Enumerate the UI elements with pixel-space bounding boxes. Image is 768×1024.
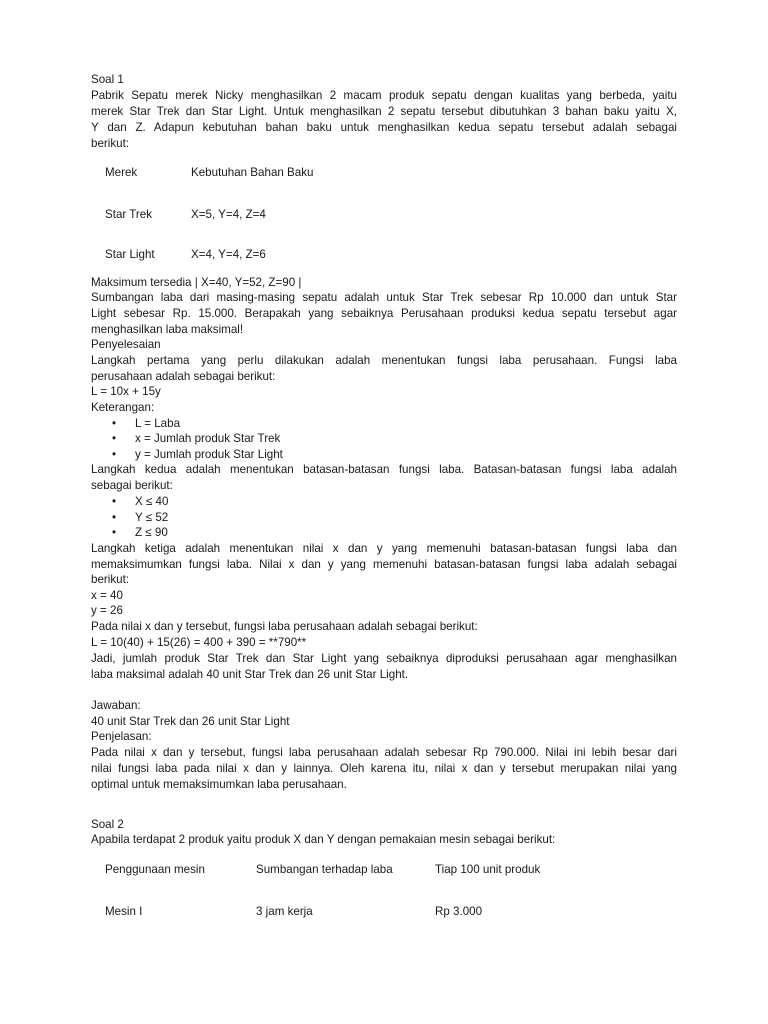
list-item: L = Laba: [135, 417, 181, 430]
soal1-intro-line: berikut:: [91, 137, 130, 150]
bullet-icon: •: [112, 448, 117, 461]
soal1-intro-line: Y dan Z. Adapun kebutuhan bahan baku untuk menghasilkan kedua sepatu tersebut adalah sebagai: [91, 121, 677, 134]
soal1-heading: Soal 1: [91, 73, 124, 86]
langkah2-line: sebagai berikut:: [91, 479, 173, 492]
langkah1-line: Langkah pertama yang perlu dilakukan adalah menentukan fungsi laba perusahaan. Fungsi laba: [91, 354, 677, 367]
sumbangan-line: Sumbangan laba dari masing-masing sepatu adalah untuk Star Trek sebesar Rp 10.000 dan untuk Star: [91, 291, 677, 304]
langkah3-line: Langkah ketiga adalah menentukan nilai x dan y yang memenuhi batasan-batasan fungsi laba dan: [91, 542, 677, 555]
penjelasan-line: optimal untuk memaksimumkan laba perusahaan.: [91, 778, 347, 791]
list-item: Z ≤ 90: [135, 526, 168, 539]
bullet-icon: •: [112, 511, 117, 524]
langkah1-line: perusahaan adalah sebagai berikut:: [91, 370, 276, 383]
table-cell: Mesin I: [105, 905, 143, 918]
keterangan-label: Keterangan:: [91, 401, 155, 414]
penjelasan-line: nilai fungsi laba pada nilai x dan y lainnya. Oleh karena itu, nilai x dan y tersebut merupakan nilai yang: [91, 762, 677, 775]
penjelasan-label: Penjelasan:: [91, 730, 152, 743]
soal1-intro-line: Pabrik Sepatu merek Nicky menghasilkan 2 macam produk sepatu dengan kualitas yang berbeda, yaitu: [91, 89, 677, 102]
table-header-kebutuhan: Kebutuhan Bahan Baku: [191, 166, 314, 179]
maksimum-text: Maksimum tersedia | X=40, Y=52, Z=90 |: [91, 276, 302, 289]
list-item: X ≤ 40: [135, 495, 169, 508]
list-item: y = Jumlah produk Star Light: [135, 448, 283, 461]
table-header-penggunaan: Penggunaan mesin: [105, 863, 205, 876]
bullet-icon: •: [112, 432, 117, 445]
soal2-intro: Apabila terdapat 2 produk yaitu produk X dan Y dengan pemakaian mesin sebagai berikut:: [91, 833, 556, 846]
soal1-intro-line: merek Star Trek dan Star Light. Untuk menghasilkan 2 sepatu tersebut dibutuhkan 3 bahan baku yaitu X,: [91, 105, 677, 118]
table-cell: 3 jam kerja: [256, 905, 313, 918]
table-header-tiap: Tiap 100 unit produk: [435, 863, 541, 876]
table-cell: Star Trek: [105, 208, 153, 221]
table-header-sumbangan: Sumbangan terhadap laba: [256, 863, 393, 876]
jadi-line: laba maksimal adalah 40 unit Star Trek dan 26 unit Star Light.: [91, 668, 409, 681]
perhitungan-text: L = 10(40) + 15(26) = 400 + 390 = **790**: [91, 636, 307, 649]
fungsi-laba: L = 10x + 15y: [91, 385, 161, 398]
table-cell: X=5, Y=4, Z=4: [191, 208, 266, 221]
sumbangan-line: Light sebesar Rp. 15.000. Berapakah yang sebaiknya Perusahaan produksi kedua sepatu tersebut agar: [91, 307, 677, 320]
sumbangan-line: menghasilkan laba maksimal!: [91, 323, 244, 336]
jawaban-label: Jawaban:: [91, 699, 141, 712]
langkah3-line: memaksimumkan fungsi laba. Nilai x dan y yang memenuhi batasan-batasan fungsi laba adalah sebagai: [91, 558, 677, 571]
pada-nilai-text: Pada nilai x dan y tersebut, fungsi laba perusahaan adalah sebagai berikut:: [91, 620, 478, 633]
jawaban-text: 40 unit Star Trek dan 26 unit Star Light: [91, 715, 290, 728]
list-item: x = Jumlah produk Star Trek: [135, 432, 281, 445]
soal2-heading: Soal 2: [91, 818, 124, 831]
table-cell: X=4, Y=4, Z=6: [191, 248, 266, 261]
jadi-line: Jadi, jumlah produk Star Trek dan Star Light yang sebaiknya diproduksi perusahaan agar menghasilkan: [91, 652, 677, 665]
langkah2-line: Langkah kedua adalah menentukan batasan-batasan fungsi laba. Batasan-batasan fungsi laba adalah: [91, 463, 677, 476]
penyelesaian-heading: Penyelesaian: [91, 338, 161, 351]
penjelasan-line: Pada nilai x dan y tersebut, fungsi laba perusahaan adalah sebesar Rp 790.000. Nilai ini lebih besar dari: [91, 746, 677, 759]
bullet-icon: •: [112, 526, 117, 539]
langkah3-line: berikut:: [91, 573, 130, 586]
table-cell: Star Light: [105, 248, 155, 261]
bullet-icon: •: [112, 417, 117, 430]
table-header-merek: Merek: [105, 166, 138, 179]
bullet-icon: •: [112, 495, 117, 508]
x-value: x = 40: [91, 589, 123, 602]
table-cell: Rp 3.000: [435, 905, 483, 918]
y-value: y = 26: [91, 604, 123, 617]
list-item: Y ≤ 52: [135, 511, 169, 524]
